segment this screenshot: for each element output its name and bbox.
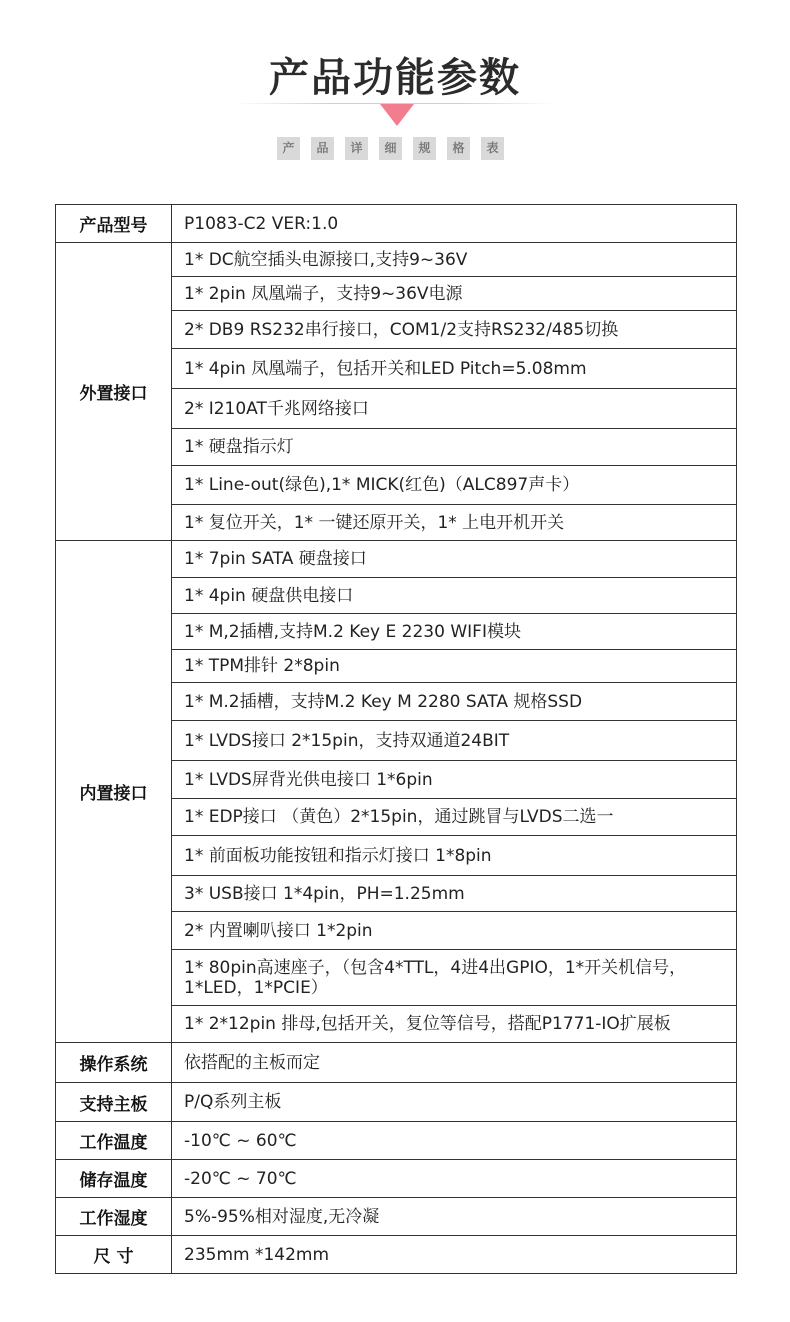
row-value: -10℃ ~ 60℃: [172, 1122, 737, 1160]
table-row: [56, 205, 737, 243]
row-value: 1* 80pin高速座子，（包含4*TTL，4进4出GPIO，1*开关机信号， 1*LED，1*PCIE）: [172, 950, 737, 1006]
row-label: 操作系统: [56, 1043, 172, 1083]
row-value: 1* LVDS屏背光供电接口 1*6pin: [172, 761, 737, 799]
row-value: 5%-95%相对湿度,无冷凝: [172, 1198, 737, 1236]
row-value: 1* LVDS接口 2*15pin，支持双通道24BIT: [172, 721, 737, 761]
row-label: 支持主板: [56, 1083, 172, 1122]
table-row: [56, 541, 737, 578]
row-value: 1* Line-out(绿色),1* MICK(红色)（ALC897声卡）: [172, 466, 737, 505]
table-row: [56, 243, 737, 277]
row-value: -20℃ ~ 70℃: [172, 1160, 737, 1198]
subtitle-char: 细: [379, 137, 402, 160]
subtitle-char: 格: [447, 137, 470, 160]
row-value: P1083-C2 VER:1.0: [172, 205, 737, 243]
row-value: 2* I210AT千兆网络接口: [172, 389, 737, 429]
table-row: [56, 1043, 737, 1083]
table-row: [56, 1160, 737, 1198]
row-value: 1* 2pin 凤凰端子，支持9~36V电源: [172, 277, 737, 311]
row-value: 1* DC航空插头电源接口,支持9~36V: [172, 243, 737, 277]
row-value: 2* 内置喇叭接口 1*2pin: [172, 912, 737, 950]
row-value: 1* 7pin SATA 硬盘接口: [172, 541, 737, 578]
subtitle-char: 产: [277, 137, 300, 160]
row-value: 1* TPM排针 2*8pin: [172, 650, 737, 683]
row-value: 3* USB接口 1*4pin，PH=1.25mm: [172, 876, 737, 912]
table-row: [56, 1083, 737, 1122]
row-value: 1* M.2插槽，支持M.2 Key M 2280 SATA 规格SSD: [172, 683, 737, 721]
page-title: 产品功能参数: [269, 55, 521, 101]
row-label: 储存温度: [56, 1160, 172, 1198]
subtitle-char: 品: [311, 137, 334, 160]
row-value: 1* 4pin 硬盘供电接口: [172, 578, 737, 614]
row-value: 2* DB9 RS232串行接口，COM1/2支持RS232/485切换: [172, 311, 737, 349]
subtitle-char: 规: [413, 137, 436, 160]
page-header: [0, 0, 790, 190]
row-value: 依搭配的主板而定: [172, 1043, 737, 1083]
row-value: 1* EDP接口 （黄色）2*15pin，通过跳冒与LVDS二选一: [172, 799, 737, 836]
row-value: 1* 前面板功能按钮和指示灯接口 1*8pin: [172, 836, 737, 876]
row-label: 工作湿度: [56, 1198, 172, 1236]
row-value: 1* M,2插槽,支持M.2 Key E 2230 WIFI模块: [172, 614, 737, 650]
row-label: 尺 寸: [56, 1236, 172, 1274]
table-row: [56, 1122, 737, 1160]
row-label: 外置接口: [56, 243, 172, 541]
row-value: 1* 复位开关，1* 一键还原开关，1* 上电开机开关: [172, 505, 737, 541]
row-label: 产品型号: [56, 205, 172, 243]
table-row: [56, 1236, 737, 1274]
row-label: 内置接口: [56, 541, 172, 1043]
row-value: 1* 4pin 凤凰端子，包括开关和LED Pitch=5.08mm: [172, 349, 737, 389]
row-value: 1* 硬盘指示灯: [172, 429, 737, 466]
subtitle-char: 详: [345, 137, 368, 160]
title-triangle-icon: [380, 104, 414, 126]
row-label: 工作温度: [56, 1122, 172, 1160]
spec-table: [55, 204, 737, 1274]
subtitle-char: 表: [481, 137, 504, 160]
row-value: P/Q系列主板: [172, 1083, 737, 1122]
table-row: [56, 1198, 737, 1236]
subtitle-tags: [277, 137, 515, 160]
row-value: 1* 2*12pin 排母,包括开关，复位等信号，搭配P1771-IO扩展板: [172, 1006, 737, 1043]
row-value: 235mm *142mm: [172, 1236, 737, 1274]
